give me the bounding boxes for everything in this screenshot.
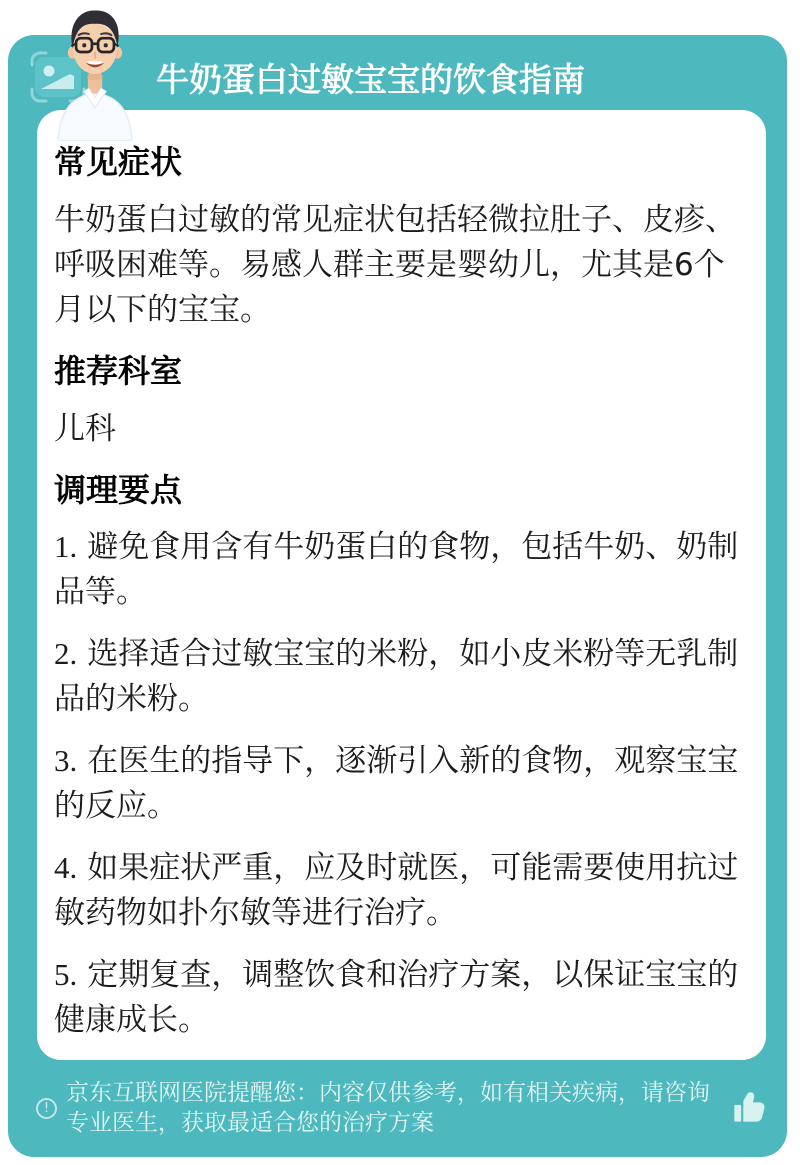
list-number: 5. <box>54 957 78 992</box>
care-point-1 <box>54 524 746 615</box>
department-text: 儿科 <box>54 411 116 447</box>
section-heading-department: 推荐科室 <box>54 352 183 390</box>
care-point-3 <box>54 738 746 829</box>
care-point-2 <box>54 631 746 722</box>
disclaimer-bar <box>8 1078 787 1138</box>
care-point-5 <box>54 952 746 1043</box>
header <box>8 35 787 111</box>
list-text: 选择适合过敏宝宝的米粉，如小皮米粉等无乳制品的米粉。 <box>54 636 739 717</box>
content-card <box>37 110 766 1060</box>
advice-card <box>8 35 787 1157</box>
list-text: 如果症状严重，应及时就医，可能需要使用抗过敏药物如扑尔敏等进行治疗。 <box>54 850 739 931</box>
symptoms-text: 牛奶蛋白过敏的常见症状包括轻微拉肚子、皮疹、呼吸困难等。易感人群主要是婴幼儿，尤其是6个月以下的宝宝。 <box>54 202 736 328</box>
list-number: 4. <box>54 850 78 885</box>
list-number: 2. <box>54 636 78 671</box>
care-point-4 <box>54 845 746 936</box>
thumbs-up-icon[interactable] <box>727 1087 769 1129</box>
section-heading-care-points: 调理要点 <box>54 471 183 509</box>
list-number: 3. <box>54 743 78 778</box>
disclaimer-text: 京东互联网医院提醒您：内容仅供参考，如有相关疾病，请咨询专业医生，获取最适合您的治疗方案 <box>66 1080 710 1136</box>
list-number: 1. <box>54 529 78 564</box>
list-text: 在医生的指导下，逐渐引入新的食物，观察宝宝的反应。 <box>54 743 739 824</box>
list-text: 定期复查，调整饮食和治疗方案，以保证宝宝的健康成长。 <box>54 957 739 1038</box>
page-title: 牛奶蛋白过敏宝宝的饮食指南 <box>156 60 585 99</box>
section-heading-symptoms: 常见症状 <box>54 143 183 181</box>
list-text: 避免食用含有牛奶蛋白的食物，包括牛奶、奶制品等。 <box>54 529 739 610</box>
doctor-avatar-icon <box>52 7 138 141</box>
info-icon: ! <box>36 1098 57 1119</box>
